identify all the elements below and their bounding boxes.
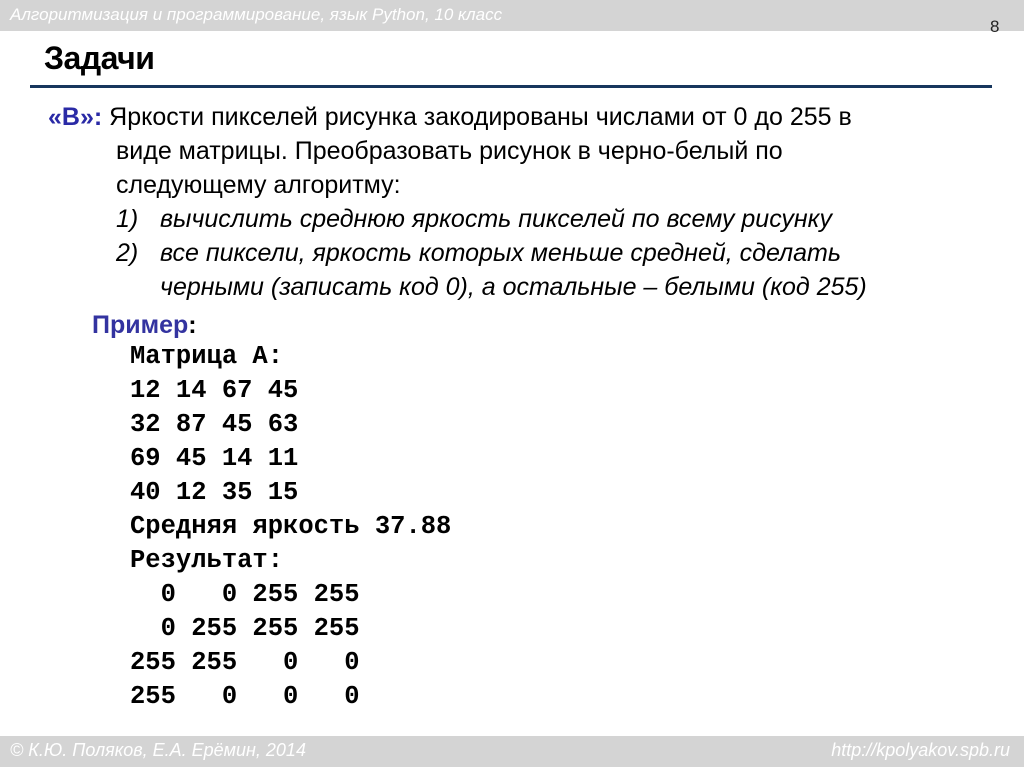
- task-line-1: [48, 100, 1008, 134]
- footer-site-link[interactable]: http://kpolyakov.spb.ru: [831, 740, 1010, 760]
- code-line: 40 12 35 15: [130, 478, 299, 507]
- example-label-colon: :: [188, 311, 197, 339]
- task-step-2: [48, 236, 1008, 270]
- code-line: 12 14 67 45: [130, 376, 299, 405]
- title-divider: [30, 85, 992, 88]
- footer-bar: [0, 736, 1024, 767]
- code-line: 255 255 0 0: [130, 648, 360, 677]
- step-text: вычислить среднюю яркость пикселей по всему рисунку: [160, 205, 832, 233]
- code-line: 0 0 255 255: [130, 580, 360, 609]
- step-number: 2): [116, 239, 139, 267]
- code-line: Матрица А:: [130, 342, 284, 371]
- page-title: Задачи: [44, 40, 155, 76]
- example-label-text: Пример: [92, 311, 189, 339]
- task-key: «B»:: [48, 103, 103, 131]
- code-line: 255 0 0 0: [130, 682, 360, 711]
- header-bar: [0, 0, 1024, 31]
- task-line-3: следующему алгоритму:: [116, 171, 401, 199]
- course-title: Алгоритмизация и программирование, язык Python, 10 класс: [10, 5, 503, 24]
- step-text: все пиксели, яркость которых меньше средней, сделать: [160, 239, 842, 267]
- step-number: 1): [116, 205, 139, 233]
- task-line-2: виде матрицы. Преобразовать рисунок в черно-белый по: [116, 137, 783, 165]
- example-label: [92, 308, 197, 342]
- code-line: 69 45 14 11: [130, 444, 299, 473]
- code-line: Средняя яркость 37.88: [130, 512, 452, 541]
- task-step-1: [48, 202, 1008, 236]
- code-line: Результат:: [130, 546, 284, 575]
- footer-authors: © К.Ю. Поляков, Е.А. Ерёмин, 2014: [10, 740, 306, 760]
- code-line: 32 87 45 63: [130, 410, 299, 439]
- example-code: [130, 340, 451, 714]
- code-line: 0 255 255 255: [130, 614, 360, 643]
- task-text: [48, 100, 1008, 304]
- task-step-2-continuation: черными (записать код 0), а остальные – белыми (код 255): [160, 273, 867, 301]
- task-line-1-text: Яркости пикселей рисунка закодированы числами от 0 до 255 в: [109, 103, 852, 131]
- slide-number: 8: [990, 17, 1000, 36]
